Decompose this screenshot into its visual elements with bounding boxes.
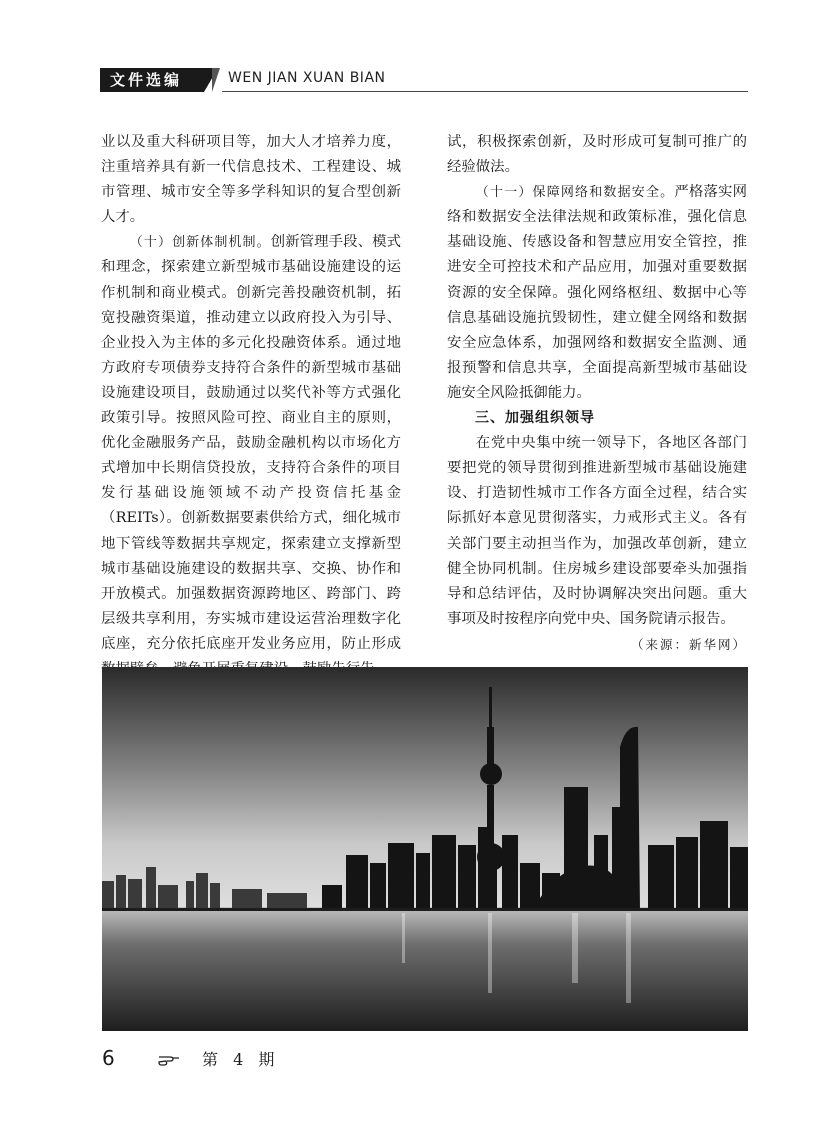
paragraph-continued: 业以及重大科研项目等，加大人才培养力度，注重培养具有新一代信息技术、工程建设、城市管理、城市安全等多学科知识的复合型创新人才。 — [101, 134, 401, 226]
left-column — [101, 130, 401, 682]
section-tag: 文件选编 — [100, 68, 204, 92]
section-heading: 三、加强组织领导 — [475, 410, 595, 427]
section-tag-accent — [212, 68, 220, 92]
right-column — [447, 130, 747, 657]
skyline-photo — [102, 667, 748, 1031]
item-body-10: 创新管理手段、模式和理念，探索建立新型城市基础设施建设的运作机制和商业模式。创新完善投融资机制，拓宽投融资渠道，推动建立以政府投入为引导、企业投入为主体的多元化投融资体系。通过地方政府专项债券支持符合条件的新型城市基础设施建设项目，鼓励通过以奖代补等方式强化政策引导。按照风险可控、商业自主的原则，优化金融服务产品，鼓励金融机构以市场化方式增加中长期信贷投放，支持符合条件的项目发行基础设施领域不动产投资信托基金（REITs）。创新数据要素供给方式，细化城市地下管线等数据共享规定，探索建立支撑新型城市基础设施建设的数据共享、交换、协作和开放模式。加强数据资源跨地区、跨部门、跨层级共享利用，夯实城市建设运营治理数字化底座，充分依托底座开发业务应用，防止形成 — [101, 234, 401, 652]
paragraph-security — [447, 180, 747, 406]
issue-number: 第 4 期 — [202, 1050, 280, 1069]
pointing-hand-icon — [158, 1051, 180, 1065]
page-number: 6 — [102, 1046, 115, 1070]
paragraph-continued-right: 试，积极探索创新，及时形成可复制可推广的经验做法。 — [447, 134, 747, 176]
header-rule — [222, 91, 748, 92]
running-header — [100, 68, 748, 92]
source-note: （来源：新华网） — [630, 636, 747, 652]
paragraph-innovation — [101, 230, 401, 682]
item-body-11: 严格落实网络和数据安全法律法规和政策标准，强化信息基础设施、传感设备和智慧应用安全管控，推进安全可控技术和产品应用，加强对重要数据资源的安全保障。强化网络枢纽、数据中心等信息基础设施抗毁韧性，建立健全网络和数据安全应急体系，加强网络和数据安全监测、通报预警和信息共享，全面提高新型城市基础设施安全风险抵御能力。 — [447, 184, 747, 401]
item-heading-11: （十一）保障网络和数据安全。 — [475, 185, 675, 201]
paragraph-leadership: 在党中央集中统一领导下，各地区各部门要把党的领导贯彻到推进新型城市基础设施建设、打造韧性城市工作各方面全过程，结合实际抓好本意见贯彻落实，力戒形式主义。各有关部门要主动担当作为，加强改革创新，建立健全协同机制。住房城乡建设部要牵头加强指导和总结评估，及时协调解决突出问题。重大事项及时按程序向党中央、国务院请示报告。 — [447, 435, 747, 627]
item-heading-10: （十）创新体制机制。 — [129, 235, 271, 251]
section-title-en: WEN JIAN XUAN BIAN — [228, 70, 386, 86]
